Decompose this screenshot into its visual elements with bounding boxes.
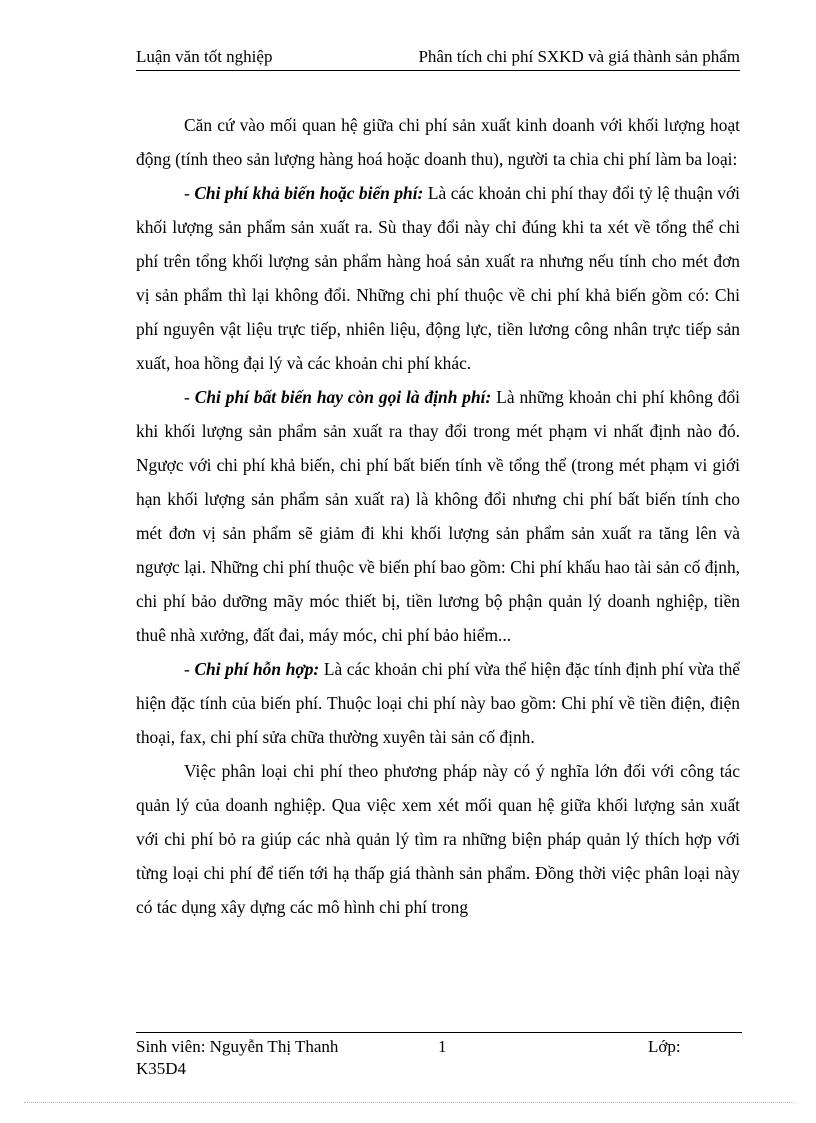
footer-page-number: 1 [438,1037,447,1056]
bullet-dash: - [184,659,195,679]
page-break-line [24,1102,794,1103]
document-body [136,108,740,924]
paragraph-variable-cost [136,176,740,380]
term-mixed-cost: Chi phí hỗn hợp: [194,659,320,679]
paragraph-intro: Căn cứ vào mối quan hệ giữa chi phí sản xuất kinh doanh với khối lượng hoạt động (tính theo sản lượng hàng hoá hoặc doanh thu), người ta chia chi phí làm ba loại: [136,115,740,169]
definition-fixed-cost: Là những khoản chi phí không đổi khi khối lượng sản phẩm sản xuất ra thay đổi trong mét phạm vi nhất định nào đó. Ngược với chi phí khả biến, chi phí bất biến tính về tổng thể (trong mét phạm vi giới hạn khối lượng sản phẩm sản xuất ra) là không đổi nhưng chi phí bất biến tính cho mét đơn vị sản phẩm sẽ giảm đi khi khối lượng sản phẩm sản xuất ra tăng lên và ngược lại. Những chi phí thuộc về biến phí bao gồm: Chi phí khấu hao tài sản cố định, chi phí bảo dưỡng mãy móc thiết bị, tiền lương bộ phận quản lý doanh nghiệp, tiền thuê nhà xưởng, đất đai, máy móc, chi phí bảo hiểm... [136,387,740,645]
paragraph-fixed-cost [136,380,740,652]
footer-student-name: Sinh viên: Nguyễn Thị Thanh [136,1037,339,1056]
bullet-dash: - [184,183,195,203]
header-chapter-title: Phân tích chi phí SXKD và giá thành sản phẩm [418,47,740,66]
footer-class-code: K35D4 [136,1059,187,1078]
term-fixed-cost: Chi phí bất biến hay còn gọi là định phí: [194,387,492,407]
paragraph-mixed-cost [136,652,740,754]
definition-mixed-cost: Là các khoản chi phí vừa thể hiện đặc tính định phí vừa thể hiện đặc tính của biến phí. Thuộc loại chi phí này bao gồm: Chi phí về tiền điện, điện thoại, fax, chi phí sửa chữa thường xuyên tài sản cố định. [136,659,741,747]
term-variable-cost: Chi phí khả biến hoặc biến phí: [194,183,424,203]
header-thesis-label: Luận văn tốt nghiệp [136,47,273,66]
footer-divider [136,1032,742,1033]
paragraph-significance: Việc phân loại chi phí theo phương pháp này có ý nghĩa lớn đối với công tác quản lý của doanh nghiệp. Qua việc xem xét mối quan hệ giữa khối lượng sản xuất với chi phí bỏ ra giúp các nhà quản lý tìm ra những biện pháp quản lý thích hợp với từng loại chi phí để tiến tới hạ thấp giá thành sản phẩm. Đồng thời việc phân loại này có tác dụng xây dựng các mô hình chi phí trong [136,761,740,917]
page-header [136,46,740,68]
footer-class-label: Lớp: [648,1037,681,1056]
header-divider [136,70,740,71]
bullet-dash: - [184,387,195,407]
definition-variable-cost: Là các khoản chi phí thay đổi tỷ lệ thuận với khối lượng sản phẩm sản xuất ra. Sù thay đổi này chỉ đúng khi ta xét về tổng thể chi phí trên tổng khối lượng sản phẩm hàng hoá sản xuất ra nhưng nếu tính cho mét đơn vị sản phẩm thì lại không đổi. Những chi phí thuộc về chi phí khả biến gồm có: Chi phí nguyên vật liệu trực tiếp, nhiên liệu, động lực, tiền lương công nhân trực tiếp sản xuất, hoa hồng đại lý và các khoản chi phí khác. [136,183,741,373]
